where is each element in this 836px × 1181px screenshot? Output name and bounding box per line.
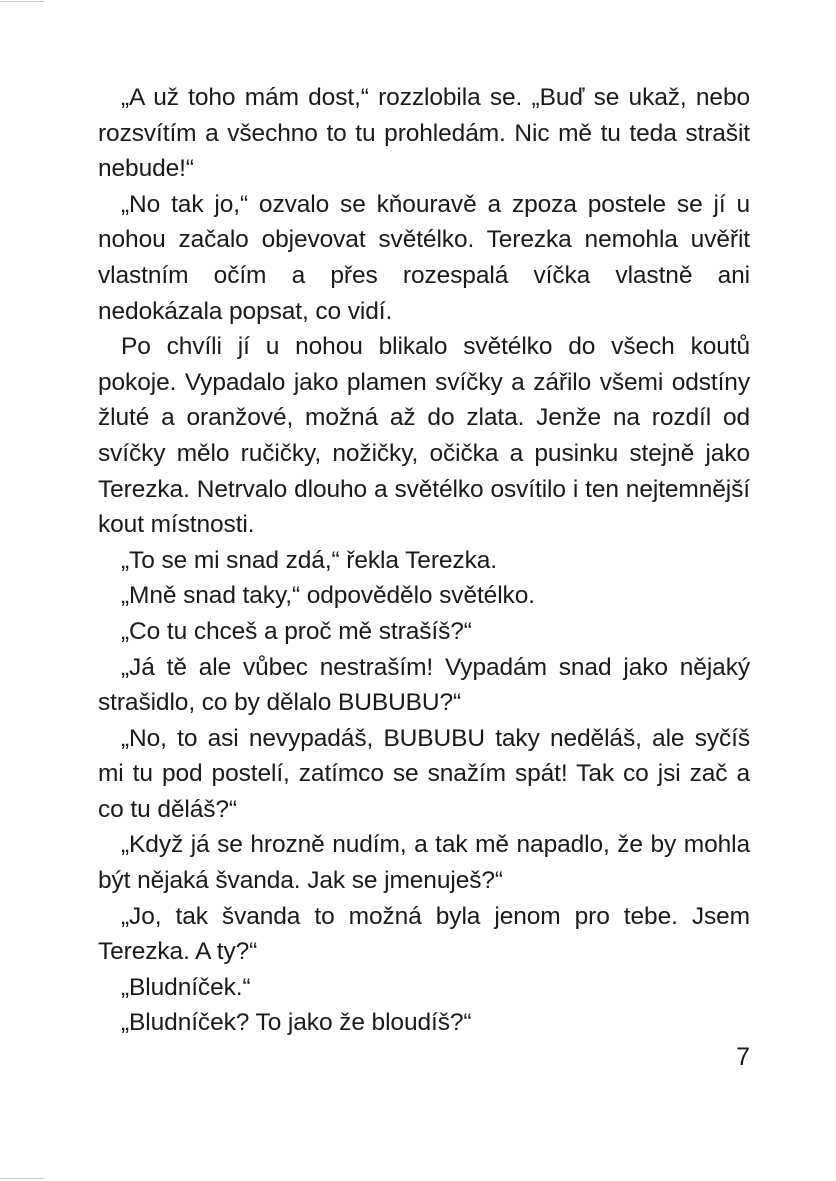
- paragraph-2: „No tak jo,“ ozvalo se kňouravě a zpoza postele se jí u nohou začalo objevovat světélko. Terezka nemohla uvěřit vlastním očím a přes rozespalá víčka vlastně ani nedokázala popsat, co vidí.: [98, 190, 750, 325]
- paragraph-12: „Bludníček? To jako že bloudíš?“: [121, 1009, 472, 1037]
- paragraph-11: „Bludníček.“: [121, 973, 251, 1001]
- paragraph-3: Po chvíli jí u nohou blikalo světélko do všech koutů pokoje. Vypadalo jako plamen svíčky a zářilo všemi odstíny žluté a oranžové, možná až do zlata. Jenže na rozdíl od svíčky mělo ručičky, nožičky, očička a pusinku stejně jako Terezka. Netrvalo dlouho a světélko osvítilo i ten nejtemnější kout místnosti.: [98, 333, 750, 539]
- paragraph-7: „Já tě ale vůbec nestraším! Vypadám snad jako nějaký strašidlo, co by dělalo BUBUBU?“: [98, 653, 750, 717]
- paragraph-1: „A už toho mám dost,“ rozzlobila se. „Buď se ukaž, nebo rozsvítím a všechno to tu prohledám. Nic mě tu teda strašit nebude!“: [98, 84, 750, 183]
- paragraph-10: „Jo, tak švanda to možná byla jenom pro tebe. Jsem Terezka. A ty?“: [98, 902, 750, 966]
- paragraph-6: „Co tu chceš a proč mě strašíš?“: [121, 617, 472, 645]
- crop-mark-top: [0, 1, 44, 2]
- paragraph-8: „No, to asi nevypadáš, BUBUBU taky neděláš, ale syčíš mi tu pod postelí, zatímco se snažím spát! Tak co jsi zač a co tu děláš?“: [98, 724, 750, 823]
- crop-mark-bottom: [0, 1178, 44, 1179]
- paragraph-4: „To se mi snad zdá,“ řekla Terezka.: [121, 546, 497, 574]
- paragraph-9: „Když já se hrozně nudím, a tak mě napadlo, že by mohla být nějaká švanda. Jak se jmenuješ?“: [98, 831, 750, 895]
- paragraph-5: „Mně snad taky,“ odpovědělo světélko.: [121, 582, 535, 610]
- page-number: 7: [736, 1043, 750, 1071]
- body-text: [98, 80, 750, 1041]
